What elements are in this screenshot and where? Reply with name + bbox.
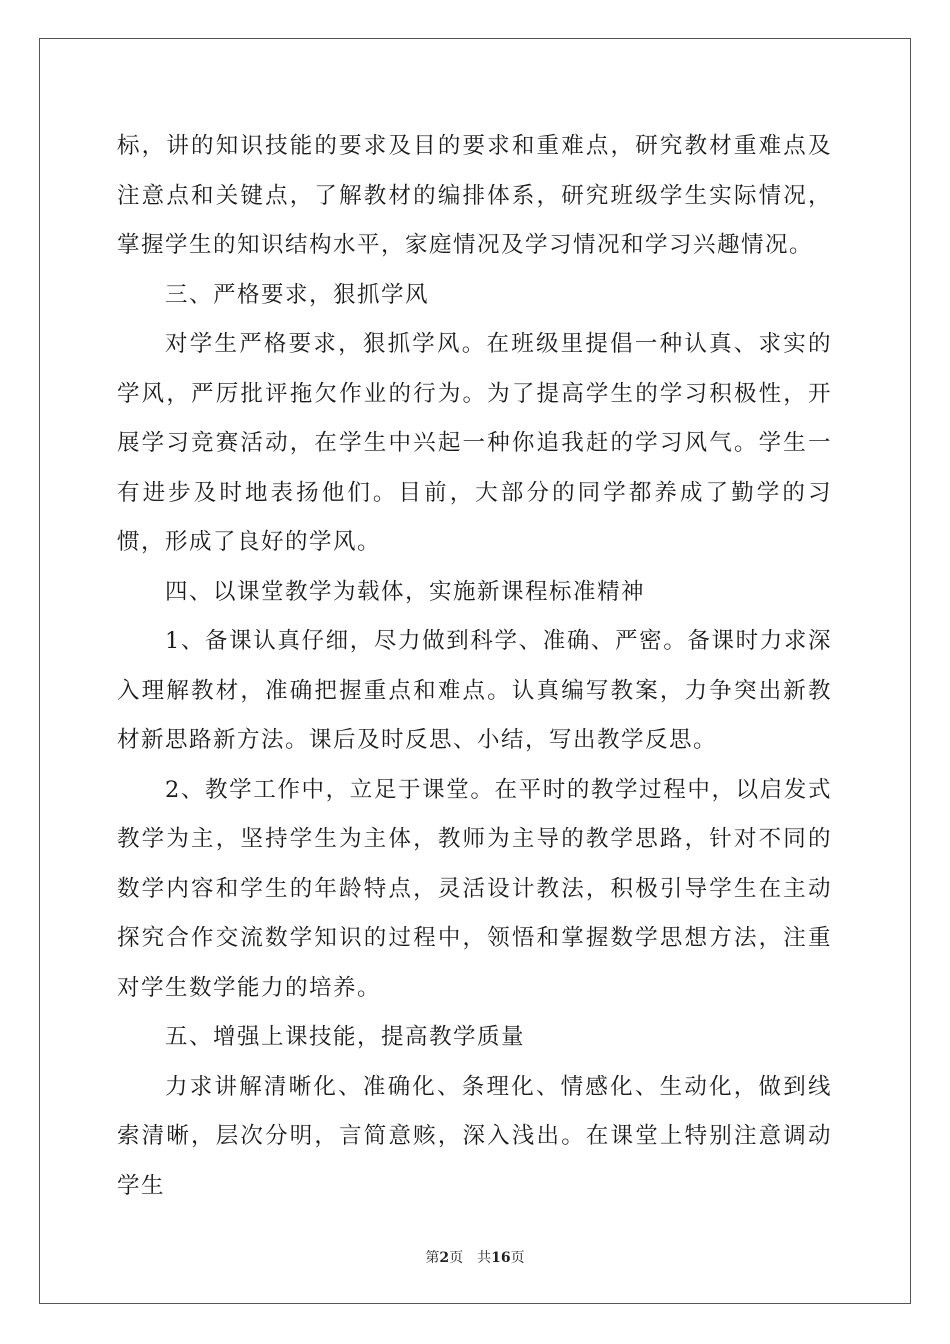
paragraph: 标，讲的知识技能的要求及目的要求和重难点，研究教材重难点及注意点和关键点，了解教材的编排体系，研究班级学生实际情况，掌握学生的知识结构水平，家庭情况及学习情况和学习兴趣情况。 <box>117 133 832 258</box>
paragraph: 1、备课认真仔细，尽力做到科学、准确、严密。备课时力求深入理解教材，准确把握重点和难点。认真编写教案，力争突出新教材新思路新方法。课后及时反思、小结，写出教学反思。 <box>117 628 832 753</box>
total-pages: 16 <box>491 1250 511 1266</box>
page-suffix: 页 <box>449 1250 464 1266</box>
page-prefix: 第 <box>425 1250 440 1266</box>
page-number: 2 <box>439 1250 450 1266</box>
section-heading: 三、严格要求，狠抓学风 <box>165 281 430 308</box>
total-suffix: 页 <box>510 1250 525 1266</box>
section-heading: 四、以课堂教学为载体，实施新课程标准精神 <box>165 578 646 605</box>
document-body <box>117 122 832 1211</box>
paragraph: 2、教学工作中，立足于课堂。在平时的教学过程中，以启发式教学为主，坚持学生为主体，教师为主导的教学思路，针对不同的数学内容和学生的年龄特点，灵活设计教法，积极引导学生在主动探究合作交流数学知识的过程中，领悟和掌握数学思想方法，注重对学生数学能力的培养。 <box>117 776 832 1001</box>
total-prefix: 共 <box>477 1250 492 1266</box>
section-heading: 五、增强上课技能，提高教学质量 <box>165 1024 526 1050</box>
paragraph: 对学生严格要求，狠抓学风。在班级里提倡一种认真、求实的学风，严厉批评拖欠作业的行为。为了提高学生的学习积极性，开展学习竞赛活动，在学生中兴起一种你追我赶的学习风气。学生一有进步及时地表扬他们。目前，大部分的同学都养成了勤学的习惯，形成了良好的学风。 <box>117 331 832 555</box>
paragraph: 力求讲解清晰化、准确化、条理化、情感化、生动化，做到线索清晰，层次分明，言简意赅，深入浅出。在课堂上特别注意调动学生 <box>117 1073 832 1199</box>
page-footer <box>0 1247 950 1267</box>
